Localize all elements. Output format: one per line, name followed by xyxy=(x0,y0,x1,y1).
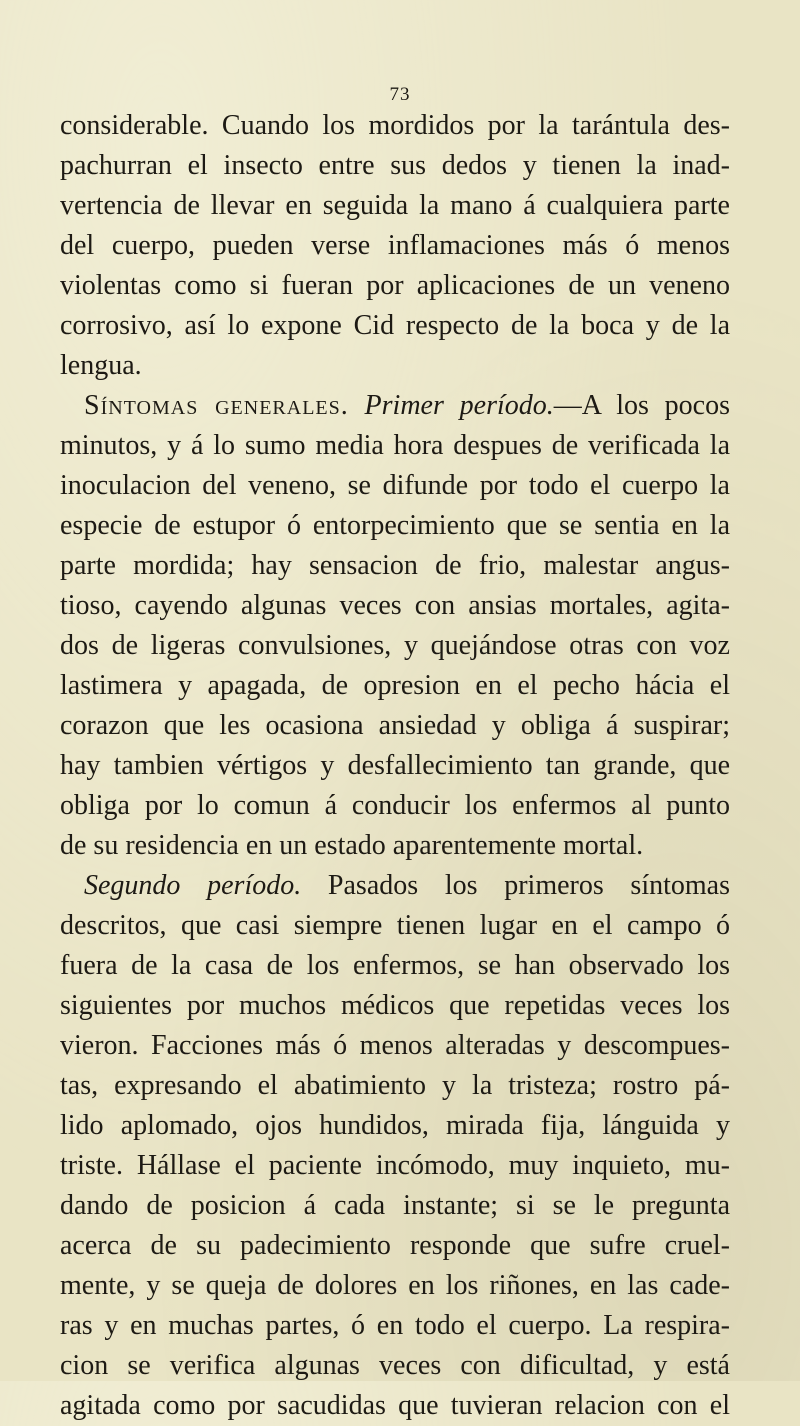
text-line: triste. Hállase el paciente incómodo, muy inquieto, mu- xyxy=(60,1150,730,1181)
line-remainder: Pasados los primeros síntomas xyxy=(301,870,730,901)
text-line xyxy=(60,866,730,906)
text-line: vieron. Facciones más ó menos alteradas y descompues- xyxy=(60,1030,730,1061)
text-line: obliga por lo comun á conducir los enfermos al punto xyxy=(60,790,730,821)
text-line: agitada como por sacudidas que tuvieran relacion con el xyxy=(60,1390,730,1421)
text-line: cion se verifica algunas veces con dificultad, y está xyxy=(60,1350,730,1381)
text-line: minutos, y á lo sumo media hora despues de verificada la xyxy=(60,430,730,461)
text-line: violentas como si fueran por aplicaciones de un veneno xyxy=(60,270,730,301)
text-line: corrosivo, así lo expone Cid respecto de la boca y de la xyxy=(60,310,730,341)
text-line: ras y en muchas partes, ó en todo el cuerpo. La respira- xyxy=(60,1310,730,1341)
page-number: 73 xyxy=(389,84,411,105)
text-line: corazon que les ocasiona ansiedad y obliga á suspirar; xyxy=(60,710,730,741)
period-heading: Primer período. xyxy=(364,390,554,421)
text-line: acerca de su padecimiento responde que sufre cruel- xyxy=(60,1230,730,1261)
text-line: lastimera y apagada, de opresion en el pecho hácia el xyxy=(60,670,730,701)
text-line: vertencia de llevar en seguida la mano á cualquiera parte xyxy=(60,190,730,221)
text-line: lido aplomado, ojos hundidos, mirada fija, lánguida y xyxy=(60,1110,730,1141)
text-line: fuera de la casa de los enfermos, se han observado los xyxy=(60,950,730,981)
text-line: descritos, que casi siempre tienen lugar en el campo ó xyxy=(60,910,730,941)
text-line: del cuerpo, pueden verse inflamaciones más ó menos xyxy=(60,230,730,261)
text-line: tas, expresando el abatimiento y la tristeza; rostro pá- xyxy=(60,1070,730,1101)
text-line: de su residencia en un estado aparentemente mortal. xyxy=(60,830,644,861)
text-line: considerable. Cuando los mordidos por la tarántula des- xyxy=(60,110,730,141)
text-line: tioso, cayendo algunas veces con ansias mortales, agita- xyxy=(60,590,730,621)
body-text xyxy=(60,106,730,1426)
text-line: mente, y se queja de dolores en los riñones, en las cade- xyxy=(60,1270,730,1301)
text-line xyxy=(60,386,730,426)
text-line: hay tambien vértigos y desfallecimiento tan grande, que xyxy=(60,750,730,781)
text-line: especie de estupor ó entorpecimiento que se sentia en la xyxy=(60,510,730,541)
line-remainder: —A los pocos xyxy=(553,390,730,421)
text-line: parte mordida; hay sensacion de frio, malestar angus- xyxy=(60,550,730,581)
text-line: dos de ligeras convulsiones, y quejándose otras con voz xyxy=(60,630,730,661)
text-line: dando de posicion á cada instante; si se le pregunta xyxy=(60,1190,730,1221)
text-line: lengua. xyxy=(60,350,142,381)
section-heading: Síntomas generales. xyxy=(84,390,349,421)
text-line: pachurran el insecto entre sus dedos y tienen la inad- xyxy=(60,150,730,181)
text-line: inoculacion del veneno, se difunde por todo el cuerpo la xyxy=(60,470,730,501)
period-heading: Segundo período. xyxy=(84,870,302,901)
text-line: siguientes por muchos médicos que repetidas veces los xyxy=(60,990,730,1021)
